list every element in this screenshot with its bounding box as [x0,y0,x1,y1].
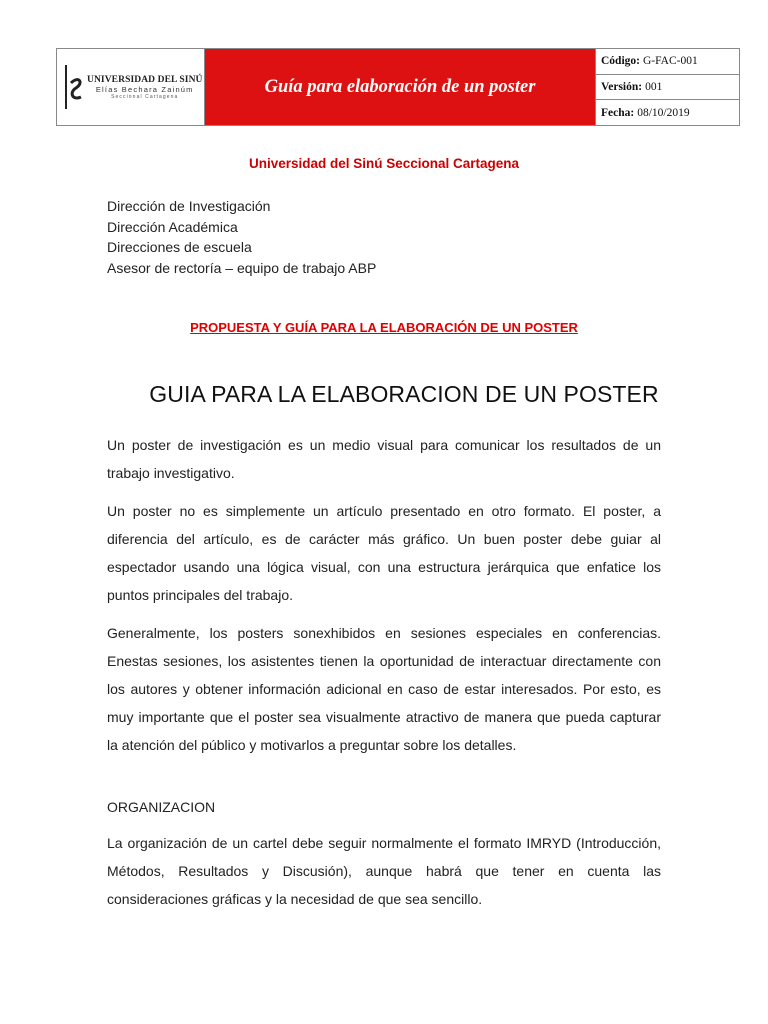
meta-version [596,75,739,101]
meta-codigo-label: Código: [601,55,640,68]
logo-name: UNIVERSIDAD DEL SINÚ [87,74,203,85]
section-heading: ORGANIZACION [107,799,216,815]
section-paragraph: La organización de un cartel debe seguir normalmente el formato IMRYD (Introducción, Métodos, Resultados y Discusión), aunque habrá que tener en cuenta las consideraciones gráficas y la necesidad de que sea sencillo. [107,835,661,907]
main-title: GUIA PARA LA ELABORACION DE UN POSTER [149,381,659,407]
proposal-heading: PROPUESTA Y GUÍA PARA LA ELABORACIÓN DE UN POSTER [190,320,578,335]
direction-item: Direcciones de escuela [107,239,252,255]
meta-codigo [596,49,739,75]
directions-list [107,196,376,278]
document-meta [595,49,739,125]
logo-subtitle: Elías Bechara Zainúm [95,84,194,94]
meta-codigo-value: G-FAC-001 [642,55,698,68]
document-header [56,48,740,126]
header-title-cell [205,49,595,125]
logo-emblem-icon [63,61,85,113]
institution-name: Universidad del Sinú Seccional Cartagena [248,156,520,171]
direction-item: Dirección de Investigación [107,198,271,214]
body-paragraph: Generalmente, los posters sonexhibidos en sesiones especiales en conferencias. Enestas sesiones, los asistentes tienen la oportunidad de interactuar directamente con los autores y obtener información adicional en caso de estar interesados. Por esto, es muy importante que el poster sea visualmente atractivo de manera que pueda capturar la atención del público y motivarlos a preguntar sobre los detalles. [107,625,661,753]
meta-version-label: Versión: [601,81,643,93]
header-title: Guía para elaboración de un poster [264,76,536,97]
body-paragraph: Un poster de investigación es un medio visual para comunicar los resultados de un trabajo investigativo. [107,437,661,481]
meta-version-value: 001 [645,81,663,93]
body-paragraph: Un poster no es simplemente un artículo presentado en otro formato. El poster, a diferencia del artículo, es de carácter más gráfico. Un buen poster debe guiar al espectador usando una lógica visual, con una estructura jerárquica que enfatice los puntos principales del trabajo. [107,503,661,603]
logo-campus: Seccional Cartagena [111,93,179,100]
document-body [107,431,661,923]
direction-item: Dirección Académica [107,218,238,235]
meta-fecha-label: Fecha: [601,106,635,119]
meta-fecha-value: 08/10/2019 [637,106,690,119]
university-logo [57,49,205,125]
meta-fecha [596,100,739,125]
direction-item: Asesor de rectoría – equipo de trabajo ABP [107,259,377,276]
